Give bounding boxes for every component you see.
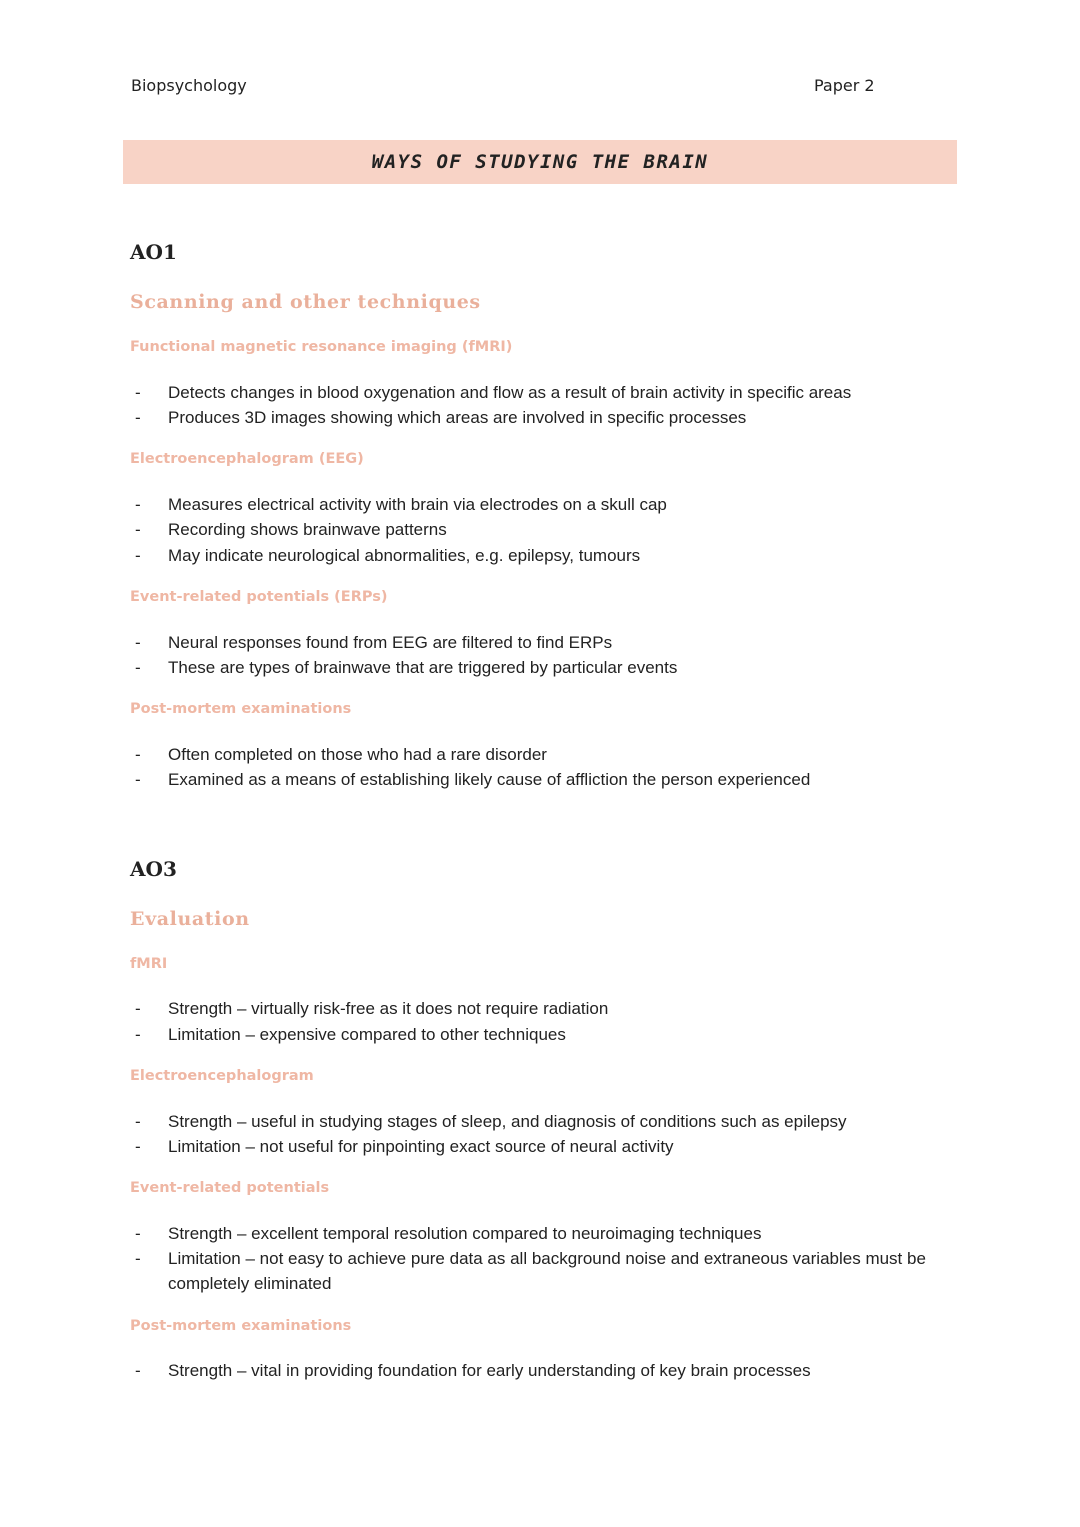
subheading-fmri-eval: fMRI (130, 956, 168, 972)
bullet: - (135, 520, 141, 539)
bullet: - (135, 1112, 141, 1131)
bullet: - (135, 1137, 141, 1156)
list-item-text: Strength – vital in providing foundation for early understanding of key brain processes (168, 1361, 811, 1380)
bullet: - (135, 383, 141, 402)
list-item-text: Measures electrical activity with brain via electrodes on a skull cap (168, 495, 667, 514)
bullet: - (135, 495, 141, 514)
subheading-fmri: Functional magnetic resonance imaging (fMRI) (130, 339, 513, 355)
bullet: - (135, 408, 141, 427)
list-item-text: Strength – useful in studying stages of sleep, and diagnosis of conditions such as epilepsy (168, 1112, 847, 1131)
bullet: - (135, 745, 141, 764)
bullet: - (135, 1361, 141, 1380)
bullet: - (135, 633, 141, 652)
list-item-text: Detects changes in blood oxygenation and flow as a result of brain activity in specific areas (168, 383, 852, 402)
ao3-section-title: Evaluation (130, 908, 250, 930)
subheading-post-mortem: Post-mortem examinations (130, 701, 352, 717)
bullet: - (135, 770, 141, 789)
header-subject: Biopsychology (131, 76, 247, 95)
bullet: - (135, 1025, 141, 1044)
list-item-text: May indicate neurological abnormalities, e.g. epilepsy, tumours (168, 546, 641, 565)
list-item-text: Limitation – expensive compared to other techniques (168, 1025, 566, 1044)
subheading-erps-eval: Event-related potentials (130, 1180, 330, 1196)
bullet: - (135, 999, 141, 1018)
bullet: - (135, 1249, 141, 1268)
header-paper: Paper 2 (814, 76, 875, 95)
bullet: - (135, 658, 141, 677)
ao3-heading: AO3 (130, 857, 177, 881)
list-item-text: Strength – excellent temporal resolution compared to neuroimaging techniques (168, 1224, 762, 1243)
list-item-text: Recording shows brainwave patterns (168, 520, 447, 539)
list-item-text: Examined as a means of establishing likely cause of affliction the person experienced (168, 770, 811, 789)
page-title: WAYS OF STUDYING THE BRAIN (371, 151, 709, 173)
list-item-text: Strength – virtually risk-free as it does not require radiation (168, 999, 609, 1018)
list-item-text: Limitation – not easy to achieve pure data as all background noise and extraneous variables must be completely eliminated (168, 1249, 926, 1293)
title-banner (123, 140, 957, 184)
bullet: - (135, 546, 141, 565)
subheading-post-mortem-eval: Post-mortem examinations (130, 1318, 352, 1334)
ao1-section-title: Scanning and other techniques (130, 291, 481, 313)
list-item-text: These are types of brainwave that are triggered by particular events (168, 658, 678, 677)
list-item-text: Produces 3D images showing which areas are involved in specific processes (168, 408, 747, 427)
subheading-eeg: Electroencephalogram (EEG) (130, 451, 364, 467)
subheading-eeg-eval: Electroencephalogram (130, 1068, 314, 1084)
list-item-text: Often completed on those who had a rare disorder (168, 745, 547, 764)
bullet: - (135, 1224, 141, 1243)
list-item-text: Limitation – not useful for pinpointing exact source of neural activity (168, 1137, 674, 1156)
list-item-text: Neural responses found from EEG are filtered to find ERPs (168, 633, 613, 652)
subheading-erps: Event-related potentials (ERPs) (130, 589, 388, 605)
ao1-heading: AO1 (130, 240, 177, 264)
